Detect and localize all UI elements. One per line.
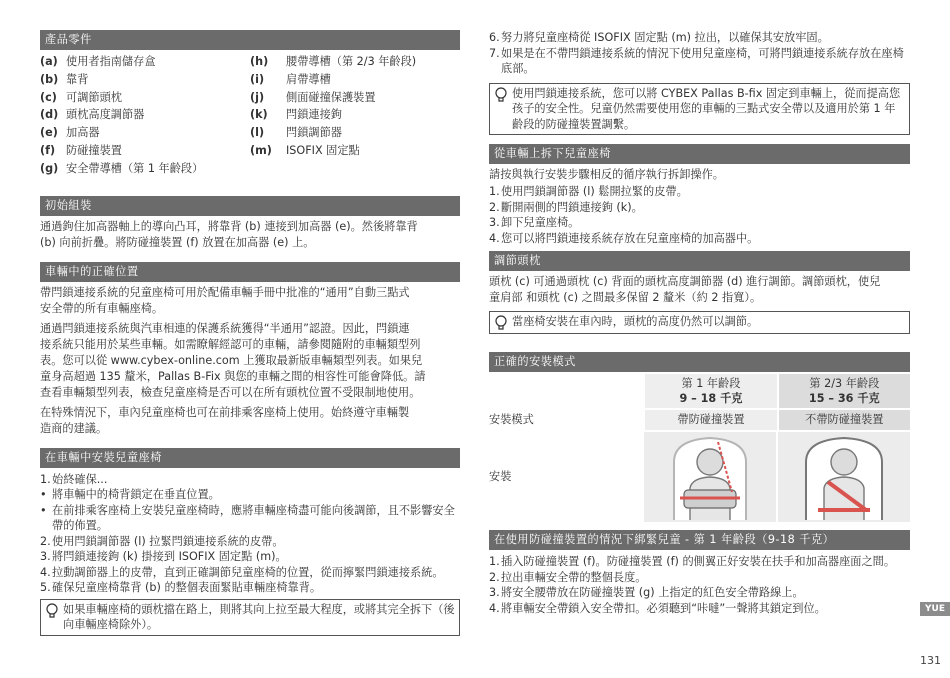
install-steps	[40, 472, 460, 596]
seat-without-impact-shield-illustration	[778, 432, 910, 522]
list-text: 使用閂鎖調節器 (l) 拉緊閂鎖連接系統的皮帶。	[52, 534, 284, 548]
list-text: 確保兒童座椅靠背 (b) 的整個表面緊貼車輛座椅靠背。	[52, 581, 322, 595]
list-text: 插入防碰撞裝置 (f)。防碰撞裝置 (f) 的側翼正好安裝在扶手和加高器座面之間。	[501, 555, 896, 568]
list-marker: 5.	[40, 581, 51, 595]
list-marker: 4.	[40, 565, 51, 579]
mode-table-row	[489, 410, 910, 430]
lightbulb-icon	[494, 314, 512, 331]
group2-head	[779, 374, 910, 408]
part-label: 側面碰撞保護裝置	[286, 90, 376, 104]
install-steps-continued	[489, 30, 910, 77]
para-line: 查看車輛類型列表，檢查兒童座椅是否可以在所有頭枕位置不受限制地使用。	[40, 385, 421, 399]
section-header-remove: 從車輛上拆下兒童座椅	[489, 144, 910, 164]
part-key: (m)	[250, 143, 272, 157]
mode-table-head	[489, 374, 910, 408]
para-line: 童肩部 和頭枕 (c) 之間最多保留 2 釐米（約 2 指寬）。	[489, 291, 762, 304]
list-marker: 3.	[40, 550, 51, 564]
part-key: (k)	[250, 108, 268, 122]
part-key: (j)	[250, 90, 265, 104]
list-marker: 7.	[489, 46, 500, 60]
install-step	[40, 503, 460, 534]
language-tab: YUE	[920, 602, 950, 616]
list-text: 始終確保...	[52, 472, 108, 486]
para-line: 接系統只能用於某些車輛。如需瞭解經認可的車輛，請參閱隨附的車輛類型列	[40, 337, 421, 351]
part-label: 加高器	[66, 126, 100, 140]
group1-weight: 9 – 18 千克	[679, 392, 743, 405]
part-key: (b)	[40, 72, 59, 86]
part-label: 閂鎖調節器	[286, 126, 342, 140]
para-line: 安全帶的所有車輛座椅。	[40, 301, 164, 315]
secure-step	[489, 570, 910, 586]
install-step	[40, 580, 460, 596]
install-step	[40, 565, 460, 581]
parts-column-2	[250, 53, 460, 178]
para-line: 童身高超過 135 釐米，Pallas B-Fix 與您的車輛之間的相容性可能會降低。請	[40, 369, 426, 383]
note-text: 使用閂鎖連接系統，您可以將 CYBEX Pallas B-fix 固定到車輛上，從而提高您孩子的安全性。兒童仍然需要使用您的車輛的三點式安全帶以及適用於第 1 年齡段的防碰撞裝置調繫。	[512, 86, 901, 131]
install-note	[40, 599, 460, 636]
remove-intro: 請按與執行安裝步驟相反的循序執行拆卸操作。	[489, 168, 724, 181]
list-marker: 1.	[489, 185, 500, 198]
group2-title: 第 2/3 年齡段	[809, 377, 880, 390]
list-marker: 4.	[489, 601, 500, 615]
correct-position-text	[40, 285, 460, 437]
part-key: (d)	[40, 108, 59, 122]
list-text: 拉出車輛安全帶的整個長度。	[501, 570, 647, 584]
list-marker: 3.	[489, 216, 500, 229]
list-text: 卸下兒童座椅。	[501, 216, 580, 229]
list-text: 將車輛安全帶鎖入安全帶扣。必須聽到“咔噠”一聲將其鎖定到位。	[501, 601, 826, 615]
remove-step	[489, 200, 910, 216]
parts-column-1	[40, 53, 250, 178]
part-item	[250, 53, 460, 71]
list-text: 將安全腰帶放在防碰撞裝置 (g) 上指定的紅色安全帶路線上。	[501, 586, 804, 599]
part-label: 使用者指南儲存盒	[66, 55, 156, 68]
list-marker: 2.	[489, 570, 500, 584]
list-text: 您可以將閂鎖連接系統存放在兒童座椅的加高器中。	[501, 231, 759, 245]
part-key: (f)	[40, 143, 56, 157]
lightbulb-icon	[494, 86, 512, 133]
part-label: 腰帶導槽（第 2/3 年齡段)	[286, 55, 417, 68]
part-key: (e)	[40, 126, 58, 140]
part-key: (l)	[250, 126, 265, 140]
section-header-correct-position: 車輛中的正確位置	[40, 262, 460, 282]
secure-step	[489, 554, 910, 570]
list-marker: •	[40, 503, 47, 517]
part-key: (h)	[250, 55, 269, 68]
seat-with-impact-shield-illustration	[644, 432, 776, 522]
list-marker: 6.	[489, 31, 500, 44]
install-step	[40, 549, 460, 565]
remove-step	[489, 231, 910, 247]
install-step	[40, 534, 460, 550]
part-item	[40, 106, 250, 124]
part-item	[250, 106, 460, 124]
list-marker: 1.	[40, 472, 51, 486]
part-label: 防碰撞裝置	[66, 143, 122, 157]
para-line: 表。您可以從 www.cybex-online.com 上獲取最新版車輛類型列表。如果兒	[40, 353, 423, 367]
list-marker: 1.	[489, 555, 500, 568]
right-column	[489, 30, 910, 616]
group1-title: 第 1 年齡段	[681, 377, 741, 390]
adjust-text	[489, 274, 910, 306]
note-text: 如果車輛座椅的頭枕擋在路上，則將其向上拉至最大程度，或將其完全拆下（後向車輛座椅除外）。	[63, 602, 455, 632]
group2-mode: 不帶防碰撞裝置	[779, 410, 910, 430]
list-text: 使用閂鎖調節器 (l) 鬆開拉緊的皮帶。	[501, 185, 688, 198]
section-header-secure-child: 在使用防碰撞裝置的情況下綁緊兒童 - 第 1 年齡段（9-18 千克）	[489, 530, 910, 550]
part-item	[40, 53, 250, 71]
part-item	[40, 160, 250, 178]
secure-step	[489, 585, 910, 601]
install-step	[489, 46, 910, 77]
group1-mode: 帶防碰撞裝置	[645, 410, 776, 430]
section-header-parts: 產品零件	[40, 30, 460, 50]
section-header-initial: 初始組裝	[40, 196, 460, 216]
adjust-note	[489, 311, 910, 334]
part-item	[250, 89, 460, 107]
part-item	[40, 71, 250, 89]
part-key: (a)	[40, 55, 58, 68]
para-line: 通過閂鎖連接系統與汽車相連的保護系統獲得“半通用”認證。因此，閂鎖連	[40, 321, 410, 335]
secure-step	[489, 601, 910, 617]
list-text: 將閂鎖連接鉤 (k) 掛接到 ISOFIX 固定點 (m)。	[52, 550, 287, 564]
latch-note	[489, 83, 910, 136]
part-label: 靠背	[66, 72, 89, 86]
part-item	[250, 71, 460, 89]
part-item	[250, 142, 460, 160]
initial-line: 通過鉤住加高器軸上的導向凸耳，將靠背 (b) 連接到加高器 (e)。然後將靠背	[40, 219, 418, 233]
part-key: (c)	[40, 90, 57, 104]
part-label: 安全帶導槽（第 1 年齡段）	[66, 161, 204, 175]
para-line: 在特殊情況下，車內兒童座椅也可在前排乘客座椅上使用。始終遵守車輛製	[40, 405, 410, 419]
section-header-adjust: 調節頭枕	[489, 251, 910, 271]
part-item	[250, 124, 460, 142]
part-key: (i)	[250, 72, 265, 86]
group1-head	[645, 374, 776, 408]
parts-list	[40, 53, 460, 178]
para-line: 帶閂鎖連接系統的兒童座椅可用於配備車輛手冊中批准的“通用”自動三點式	[40, 285, 410, 299]
secure-steps	[489, 554, 910, 616]
group2-weight: 15 – 36 千克	[808, 392, 880, 405]
part-label: 肩帶導槽	[286, 72, 331, 86]
list-marker: 3.	[489, 586, 500, 599]
initial-line: (b) 向前折疊。將防碰撞裝置 (f) 放置在加高器 (e) 上。	[40, 235, 315, 249]
list-text: 拉動調節器上的皮帶，直到正確調節兒童座椅的位置，從而擰緊閂鎖連接系統。	[52, 565, 444, 579]
part-label: 頭枕高度調節器	[66, 108, 145, 122]
row-label: 安裝模式	[489, 413, 534, 426]
install-step	[40, 487, 460, 503]
list-text: 將車輛中的椅背鎖定在垂直位置。	[52, 488, 220, 502]
list-text: 如果是在不帶閂鎖連接系統的情況下使用兒童座椅，可將閂鎖連接系統存放在座椅底部。	[501, 46, 904, 75]
list-text: 斷開兩側的閂鎖連接鉤 (k)。	[501, 200, 643, 214]
part-item	[40, 124, 250, 142]
list-text: 在前排乘客座椅上安裝兒童座椅時，應將車輛座椅盡可能向後調節，且不影響安全帶的佈置。	[52, 503, 455, 533]
list-marker: •	[40, 488, 47, 502]
para-line: 頭枕 (c) 可通過頭枕 (c) 背面的頭枕高度調節器 (d) 進行調節。調節頭枕，使兒	[489, 275, 881, 288]
remove-step	[489, 215, 910, 231]
section-header-install: 在車輛中安裝兒童座椅	[40, 448, 460, 468]
list-text: 努力將兒童座椅從 ISOFIX 固定點 (m) 拉出，以確保其安放牢固。	[501, 31, 829, 44]
list-marker: 4.	[489, 231, 500, 245]
row-label: 安裝	[489, 470, 512, 483]
left-column	[40, 30, 460, 636]
part-label: 閂鎖連接鉤	[286, 108, 342, 122]
note-text: 當座椅安裝在車內時，頭枕的高度仍然可以調節。	[512, 315, 759, 328]
mode-table-images	[489, 432, 910, 522]
remove-step	[489, 184, 910, 200]
para-line: 造商的建議。	[40, 421, 108, 435]
section-header-install-mode: 正確的安裝模式	[489, 352, 910, 372]
list-marker: 2.	[40, 534, 51, 548]
remove-steps	[489, 184, 910, 246]
part-key: (g)	[40, 161, 59, 175]
part-item	[40, 142, 250, 160]
install-step	[40, 472, 460, 488]
part-item	[40, 89, 250, 107]
install-step	[489, 30, 910, 46]
part-label: 可調節頭枕	[66, 90, 122, 104]
page-number: 131	[920, 654, 941, 667]
part-label: ISOFIX 固定點	[286, 143, 360, 157]
initial-text	[40, 219, 460, 251]
lightbulb-icon	[45, 602, 63, 633]
list-marker: 2.	[489, 200, 500, 214]
